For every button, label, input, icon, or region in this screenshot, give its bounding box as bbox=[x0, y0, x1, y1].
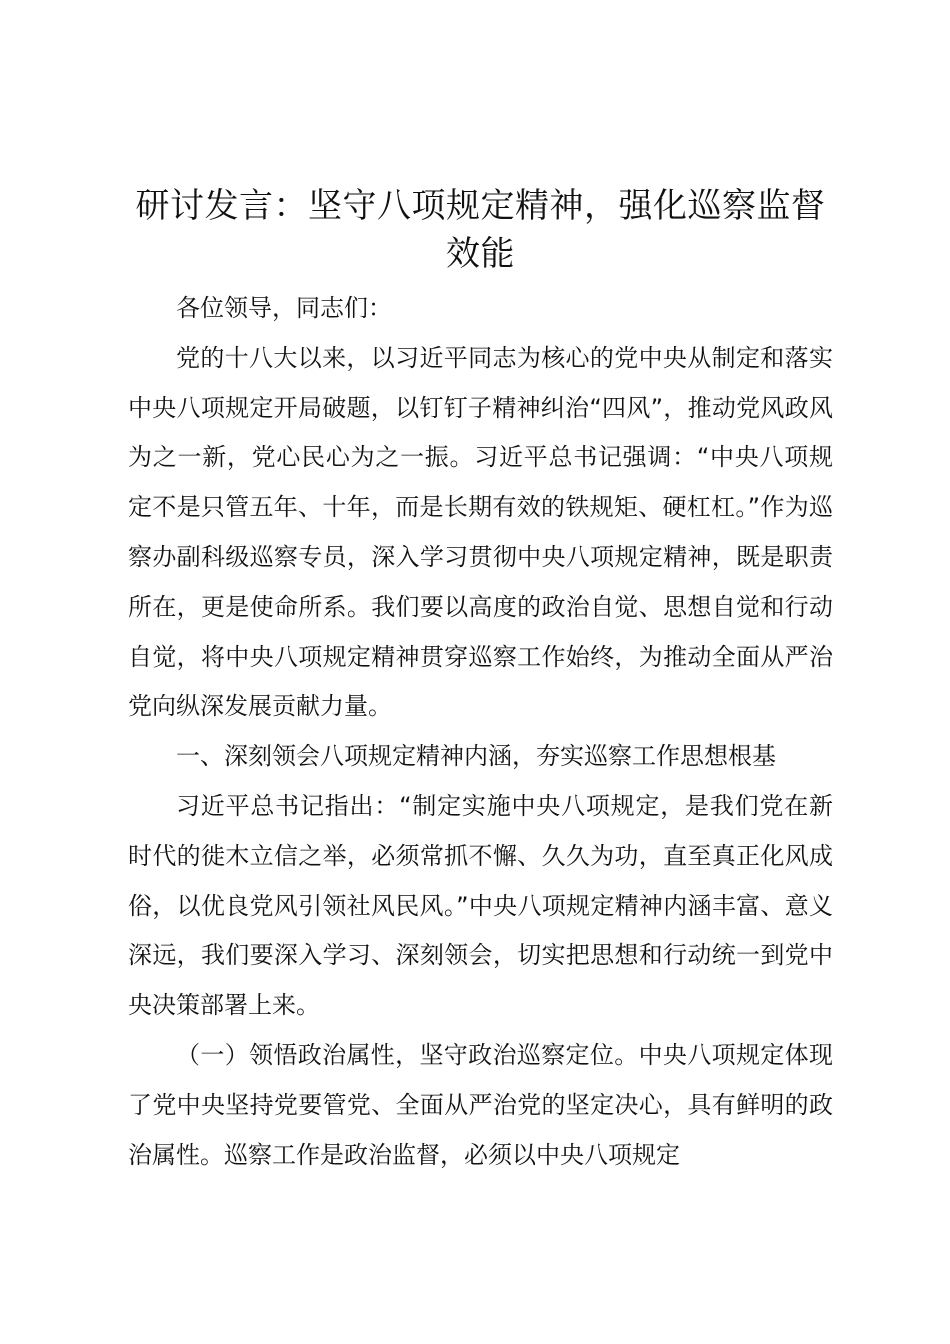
intro-paragraph: 党的十八大以来，以习近平同志为核心的党中央从制定和落实中央八项规定开局破题，以钉钉子精神纠治“四风”，推动党风政风为之一新，党心民心为之一振。习近平总书记强调：“中央八项规定不是只管五年、十年，而是长期有效的铁规矩、硬杠杠。”作为巡察办副科级巡察专员，深入学习贯彻中央八项规定精神，既是职责所在，更是使命所系。我们要以高度的政治自觉、思想自觉和行动自觉，将中央八项规定精神贯穿巡察工作始终，为推动全面从严治党向纵深发展贡献力量。 bbox=[128, 343, 833, 721]
greeting: 各位领导，同志们： bbox=[176, 294, 392, 322]
section-1-paragraph-1: 习近平总书记指出：“制定实施中央八项规定，是我们党在新时代的徙木立信之举，必须常抓不懈、久久为功，直至真正化风成俗，以优良党风引领社风民风。”中央八项规定精神内涵丰富、意义深远，我们要深入学习、深刻领会，切实把思想和行动统一到党中央决策部署上来。 bbox=[128, 791, 833, 1020]
title-line-2: 效能 bbox=[446, 234, 515, 274]
title-line-1: 研讨发言：坚守八项规定精神，强化巡察监督 bbox=[135, 186, 826, 226]
section-1-paragraph-2: （一）领悟政治属性，坚守政治巡察定位。中央八项规定体现了党中央坚持党要管党、全面从严治党的坚定决心，具有鲜明的政治属性。巡察工作是政治监督，必须以中央八项规定 bbox=[128, 1040, 833, 1169]
document-title bbox=[128, 182, 833, 278]
section-1-heading: 一、深刻领会八项规定精神内涵，夯实巡察工作思想根基 bbox=[176, 742, 776, 771]
document-body bbox=[128, 284, 833, 1180]
document-page bbox=[128, 182, 833, 1180]
